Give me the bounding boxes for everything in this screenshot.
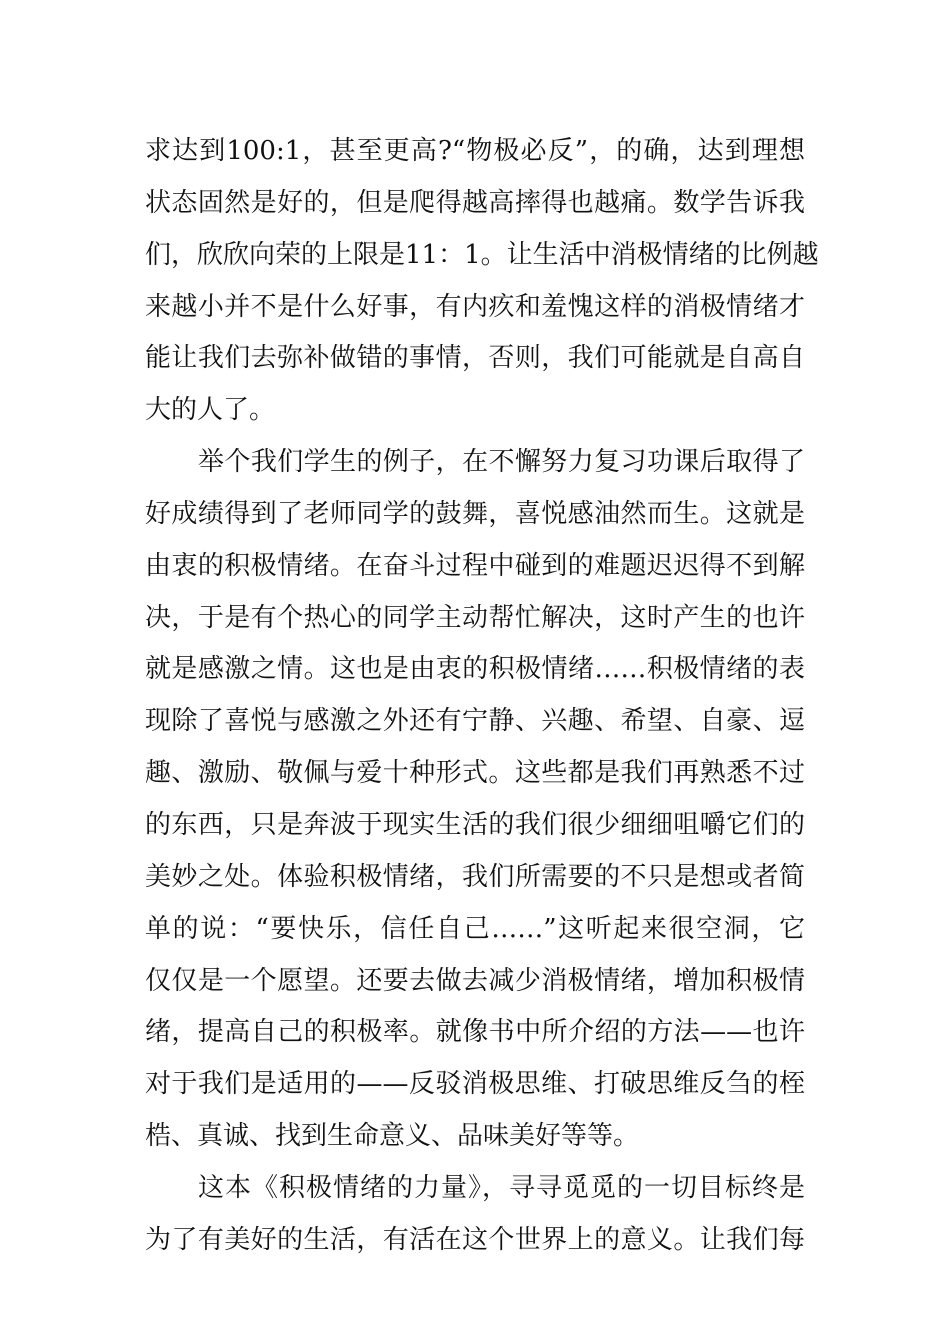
- text-line: 状态固然是好的，但是爬得越高摔得也越痛。数学告诉我: [145, 187, 805, 218]
- paragraph: [145, 1163, 810, 1267]
- text-line: 能让我们去弥补做错的事情，否则，我们可能就是自高自: [145, 343, 805, 374]
- text-line: 对于我们是适用的——反驳消极思维、打破思维反刍的桎: [145, 1069, 805, 1100]
- paragraph: [145, 126, 819, 437]
- text-line: 美妙之处。体验积极情绪，我们所需要的不只是想或者简: [145, 861, 805, 892]
- text-line: 为了有美好的生活，有活在这个世界上的意义。让我们每: [145, 1224, 805, 1255]
- text-line: 求达到100:1，甚至更高?“物极必反”，的确，达到理想: [145, 136, 805, 166]
- text-line: 就是感激之情。这也是由衷的积极情绪……积极情绪的表: [145, 654, 805, 685]
- text-line: 来越小并不是什么好事，有内疚和羞愧这样的消极情绪才: [145, 291, 805, 322]
- body-text: [145, 126, 819, 1267]
- text-line: 们，欣欣向荣的上限是11：1。让生活中消极情绪的比例越: [145, 239, 819, 270]
- text-line: 大的人了。: [145, 395, 276, 426]
- text-line: 单的说：“要快乐，信任自己……”这听起来很空洞，它: [145, 913, 805, 944]
- text-line: 仅仅是一个愿望。还要去做去减少消极情绪，增加积极情: [145, 965, 805, 996]
- paragraph: [145, 437, 810, 1163]
- text-line: 现除了喜悦与感激之外还有宁静、兴趣、希望、自豪、逗: [145, 706, 805, 737]
- text-line: 趣、激励、敬佩与爱十种形式。这些都是我们再熟悉不过: [145, 758, 805, 789]
- text-line: 举个我们学生的例子，在不懈努力复习功课后取得了: [198, 447, 805, 478]
- text-line: 由衷的积极情绪。在奋斗过程中碰到的难题迟迟得不到解: [145, 550, 805, 581]
- text-line: 好成绩得到了老师同学的鼓舞，喜悦感油然而生。这就是: [145, 498, 805, 529]
- text-line: 决，于是有个热心的同学主动帮忙解决，这时产生的也许: [145, 602, 805, 633]
- text-line: 这本《积极情绪的力量》，寻寻觅觅的一切目标终是: [198, 1172, 805, 1203]
- text-line: 的东西，只是奔波于现实生活的我们很少细细咀嚼它们的: [145, 809, 805, 840]
- text-line: 绪，提高自己的积极率。就像书中所介绍的方法——也许: [145, 1017, 805, 1048]
- text-line: 梏、真诚、找到生命意义、品味美好等等。: [145, 1121, 640, 1152]
